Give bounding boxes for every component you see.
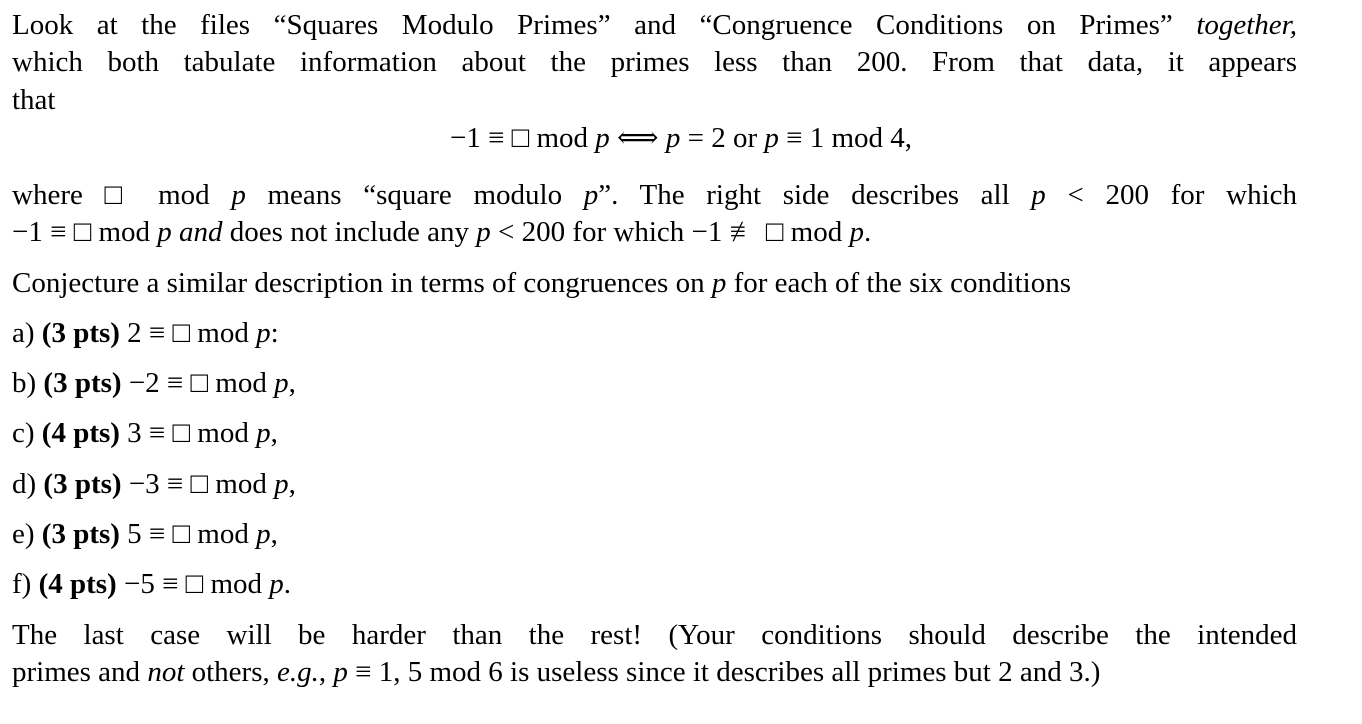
italic-text: p xyxy=(231,179,246,211)
points-label: (3 pts) xyxy=(41,518,120,550)
italic-text: p xyxy=(849,216,864,248)
conjecture-line xyxy=(12,265,1297,301)
text-segment: which both tabulate information about the primes less than 200. From that data, it appears xyxy=(12,46,1297,78)
text-segment: means “square modulo xyxy=(245,179,584,211)
italic-text: p xyxy=(256,417,271,449)
text-segment: −3 ≡ □ mod xyxy=(121,468,275,500)
points-label: (3 pts) xyxy=(41,317,120,349)
text-segment: primes and xyxy=(12,656,148,688)
points-label: (3 pts) xyxy=(43,367,122,399)
italic-text: p xyxy=(583,179,599,211)
text-segment: , xyxy=(270,417,278,449)
text-segment: : xyxy=(270,317,279,349)
explanation-line-1 xyxy=(12,177,1297,213)
text-segment: −1 ≡ □ mod xyxy=(12,216,158,248)
text-segment: . xyxy=(283,568,292,600)
text-segment: ”. The right side describes all xyxy=(598,179,1032,211)
part-a xyxy=(12,315,1297,351)
italic-text: p xyxy=(764,122,779,154)
italic-text: p xyxy=(1031,179,1046,211)
points-label: (4 pts) xyxy=(38,568,117,600)
text-segment: 5 ≡ □ mod xyxy=(119,518,257,550)
italic-text: p xyxy=(274,468,289,500)
intro-line-2 xyxy=(12,44,1297,80)
text-segment: others, xyxy=(184,656,277,688)
text-segment: f) xyxy=(12,568,39,600)
italic-text: p xyxy=(595,122,610,154)
explanation-line-2 xyxy=(12,214,1297,250)
italic-text: p xyxy=(665,122,681,154)
text-segment: −5 ≡ □ mod xyxy=(116,568,270,600)
points-label: (3 pts) xyxy=(43,468,122,500)
italic-text: p xyxy=(476,216,491,248)
italic-text: p xyxy=(333,656,348,688)
closing-line-2 xyxy=(12,654,1297,690)
part-d xyxy=(12,466,1297,502)
italic-text: p xyxy=(256,518,271,550)
italic-text: e.g. xyxy=(277,656,319,688)
text-segment: 3 ≡ □ mod xyxy=(119,417,257,449)
italic-text: p xyxy=(157,216,172,248)
text-segment: −2 ≡ □ mod xyxy=(121,367,275,399)
italic-text: and xyxy=(179,216,223,248)
text-segment: . xyxy=(863,216,872,248)
italic-text: not xyxy=(147,656,185,688)
points-label: (4 pts) xyxy=(41,417,120,449)
text-segment: The last case will be harder than the rest! (Your conditions should describe the intended xyxy=(12,619,1297,651)
text-segment: that xyxy=(12,84,56,116)
text-segment: Conjecture a similar description in terms of congruences on xyxy=(12,267,712,299)
text-segment: ≡ 1, 5 mod 6 is useless since it describes all primes but 2 and 3.) xyxy=(347,656,1101,688)
text-segment: < 200 for which −1 ≢ □ mod xyxy=(490,216,850,248)
text-segment: 2 ≡ □ mod xyxy=(119,317,257,349)
text-segment: , xyxy=(270,518,278,550)
text-segment: < 200 for which xyxy=(1045,179,1297,211)
text-segment: a) xyxy=(12,317,42,349)
text-segment: where □ mod xyxy=(12,179,232,211)
display-equation xyxy=(0,120,1362,156)
part-e xyxy=(12,516,1297,552)
text-segment: = 2 or xyxy=(680,122,765,154)
italic-text: p xyxy=(269,568,284,600)
intro-line-3 xyxy=(12,82,1297,118)
text-segment: Look at the files “Squares Modulo Primes” and “Congruence Conditions on Primes” xyxy=(12,9,1197,41)
text-segment: does not include any xyxy=(222,216,477,248)
italic-text: p xyxy=(256,317,271,349)
text-segment: , xyxy=(318,656,334,688)
closing-line-1 xyxy=(12,617,1297,653)
intro-line-1 xyxy=(12,7,1297,43)
part-f xyxy=(12,566,1297,602)
text-segment: ⟺ xyxy=(609,122,666,154)
part-b xyxy=(12,365,1297,401)
text-segment: b) xyxy=(12,367,44,399)
text-segment: d) xyxy=(12,468,44,500)
text-segment: c) xyxy=(12,417,42,449)
italic-text: p xyxy=(711,267,727,299)
text-segment: −1 ≡ □ mod xyxy=(449,122,596,154)
text-segment: ≡ 1 mod 4, xyxy=(778,122,913,154)
text-segment: , xyxy=(288,468,296,500)
text-segment xyxy=(172,216,179,248)
text-segment: , xyxy=(288,367,296,399)
part-c xyxy=(12,415,1297,451)
italic-text: together, xyxy=(1196,9,1297,41)
text-segment: for each of the six conditions xyxy=(726,267,1072,299)
text-segment: e) xyxy=(12,518,42,550)
italic-text: p xyxy=(274,367,289,399)
